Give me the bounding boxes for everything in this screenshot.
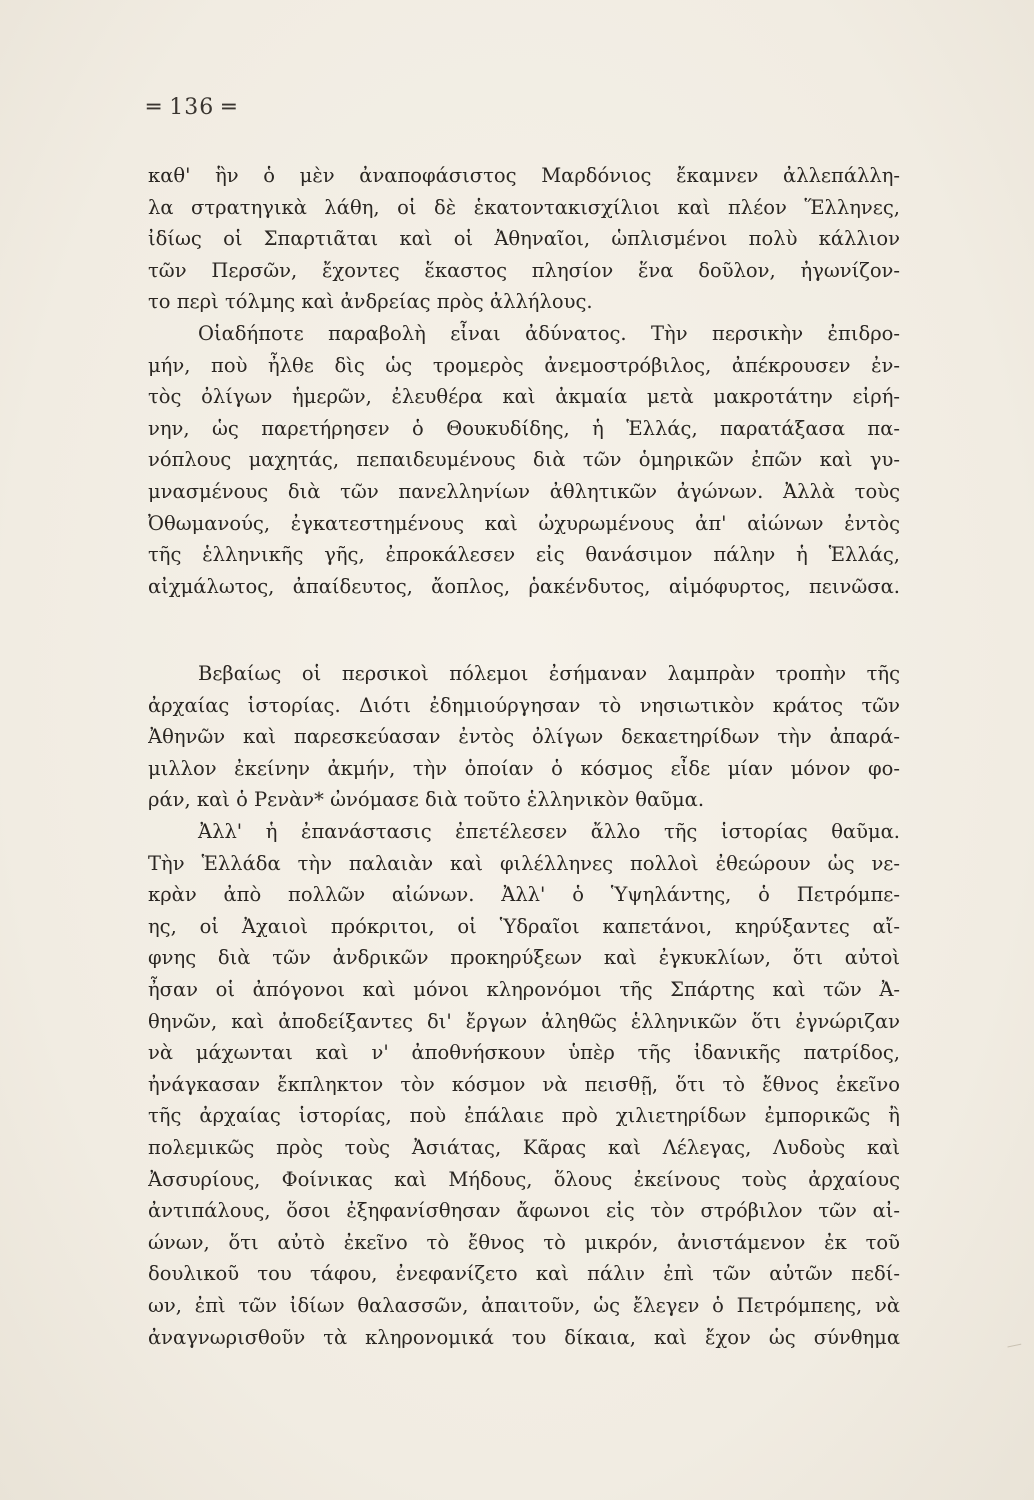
text-line: Ὀθωμανούς, ἐγκατεστημένους καὶ ὠχυρωμένους ἀπ' αἰώνων ἐντὸς <box>148 511 900 535</box>
text-line: πολεμικῶς πρὸς τοὺς Ἀσιάτας, Κᾶρας καὶ Λέλεγας, Λυδοὺς καὶ <box>148 1135 900 1159</box>
text-line: κρὰν ἀπὸ πολλῶν αἰώνων. Ἀλλ' ὁ Ὑψηλάντης, ὁ Πετρόμπε- <box>148 883 900 907</box>
text-line: τῶν Περσῶν, ἔχοντες ἕκαστος πλησίον ἕνα δοῦλον, ἠγωνίζον- <box>148 258 900 282</box>
paragraph-1 <box>148 160 900 318</box>
text-line: ώνων, ὅτι αὐτὸ ἐκεῖνο τὸ ἔθνος τὸ μικρόν, ἀνιστάμενον ἐκ τοῦ <box>148 1230 900 1254</box>
text-line: ης, οἱ Ἀχαιοὶ πρόκριτοι, οἱ Ὑδραῖοι καπετάνοι, κηρύξαντες αἴ- <box>148 914 900 938</box>
text-line: ράν, καὶ ὁ Ρενὰν* ὠνόμασε διὰ τοῦτο ἑλληνικὸν θαῦμα. <box>148 788 705 812</box>
text-line: Ἀσσυρίους, Φοίνικας καὶ Μήδους, ὅλους ἐκείνους τοὺς ἀρχαίους <box>148 1167 900 1191</box>
text-line: νὰ μάχωνται καὶ ν' ἀποθνήσκουν ὑπὲρ τῆς ἰδανικῆς πατρίδος, <box>148 1041 900 1065</box>
text-line: νόπλους μαχητάς, πεπαιδευμένους διὰ τῶν ὁμηρικῶν ἐπῶν καὶ γυ- <box>148 448 900 472</box>
text-line: δουλικοῦ του τάφου, ἐνεφανίζετο καὶ πάλιν ἐπὶ τῶν αὐτῶν πεδί- <box>148 1262 900 1286</box>
margin-pencil-mark <box>1007 1344 1022 1354</box>
text-line: το περὶ τόλμης καὶ ἀνδρείας πρὸς ἀλλήλους. <box>148 290 593 314</box>
text-line: τῆς ἀρχαίας ἱστορίας, ποὺ ἐπάλαιε πρὸ χιλιετηρίδων ἐμπορικῶς ἢ <box>148 1104 900 1128</box>
text-line: τὸς ὀλίγων ἡμερῶν, ἐλευθέρα καὶ ἀκμαία μετὰ μακροτάτην εἰρή- <box>148 385 900 409</box>
paragraph-2 <box>148 318 900 602</box>
text-line: Ἀλλ' ἡ ἐπανάστασις ἐπετέλεσεν ἄλλο τῆς ἱστορίας θαῦμα. <box>198 820 900 843</box>
text-line: καθ' ἣν ὁ μὲν ἀναποφάσιστος Μαρδόνιος ἔκαμνεν ἀλλεπάλλη- <box>148 164 900 187</box>
text-line: λα στρατηγικὰ λάθη, οἱ δὲ ἑκατοντακισχίλιοι καὶ πλέον Ἕλληνες, <box>148 195 900 219</box>
text-line: Οἱαδήποτε παραβολὴ εἶναι ἀδύνατος. Τὴν περσικὴν ἐπιδρο- <box>198 322 900 345</box>
text-line: νην, ὡς παρετήρησεν ὁ Θουκυδίδης, ἡ Ἑλλάς, παρατάξασα πα- <box>148 416 900 440</box>
text-line: ἀναγνωρισθοῦν τὰ κληρονομικά του δίκαια, καὶ ἔχον ὡς σύνθημα <box>148 1325 900 1349</box>
text-line: ἀρχαίας ἱστορίας. Διότι ἐδημιούργησαν τὸ νησιωτικὸν κράτος τῶν <box>148 693 900 717</box>
text-line: θηνῶν, καὶ ἀποδείξαντες δι' ἔργων ἀληθῶς ἑλληνικῶν ὅτι ἐγνώριζαν <box>148 1009 900 1033</box>
text-line: τῆς ἑλληνικῆς γῆς, ἐπροκάλεσεν εἰς θανάσιμον πάλην ἡ Ἑλλάς, <box>148 543 900 567</box>
text-line: μιλλον ἐκείνην ἀκμήν, τὴν ὁποίαν ὁ κόσμος εἶδε μίαν μόνον φο- <box>148 756 900 780</box>
text-line: μνασμένους διὰ τῶν πανελληνίων ἀθλητικῶν ἀγώνων. Ἀλλὰ τοὺς <box>148 479 900 503</box>
text-line: Ἀθηνῶν καὶ παρεσκεύασαν ἐντὸς ὀλίγων δεκαετηρίδων τὴν ἀπαρά- <box>148 725 900 749</box>
text-line: αἰχμάλωτος, ἀπαίδευτος, ἄοπλος, ῥακένδυτος, αἱμόφυρτος, πεινῶσα. <box>148 574 900 598</box>
text-line: Βεβαίως οἱ περσικοὶ πόλεμοι ἐσήμαναν λαμπρὰν τροπὴν τῆς <box>198 662 900 685</box>
text-line: Τὴν Ἑλλάδα τὴν παλαιὰν καὶ φιλέλληνες πολλοὶ ἐθεώρουν ὡς νε- <box>148 851 900 875</box>
text-line: ἦσαν οἱ ἀπόγονοι καὶ μόνοι κληρονόμοι τῆς Σπάρτης καὶ τῶν Ἀ- <box>148 977 900 1001</box>
text-line: φνης διὰ τῶν ἀνδρικῶν προκηρύξεων καὶ ἐγκυκλίων, ὅτι αὐτοὶ <box>148 946 900 970</box>
text-line: ἰδίως οἱ Σπαρτιᾶται καὶ οἱ Ἀθηναῖοι, ὡπλισμένοι πολὺ κάλλιον <box>148 227 900 251</box>
text-line: ων, ἐπὶ τῶν ἰδίων θαλασσῶν, ἀπαιτοῦν, ὡς ἔλεγεν ὁ Πετρόμπεης, νὰ <box>148 1293 900 1317</box>
page-number: ═ 136 ═ <box>147 95 237 120</box>
text-line: ἠνάγκασαν ἔκπληκτον τὸν κόσμον νὰ πεισθῇ, ὅτι τὸ ἔθνος ἐκεῖνο <box>148 1072 900 1096</box>
text-line: μήν, ποὺ ἦλθε δὶς ὡς τρομερὸς ἀνεμοστρόβιλος, ἀπέκρουσεν ἐν- <box>148 353 900 377</box>
paragraph-4 <box>148 816 900 1353</box>
paragraph-3 <box>148 658 900 816</box>
text-line: ἀντιπάλους, ὅσοι ἐξηφανίσθησαν ἄφωνοι εἰς τὸν στρόβιλον τῶν αἰ- <box>148 1199 900 1223</box>
